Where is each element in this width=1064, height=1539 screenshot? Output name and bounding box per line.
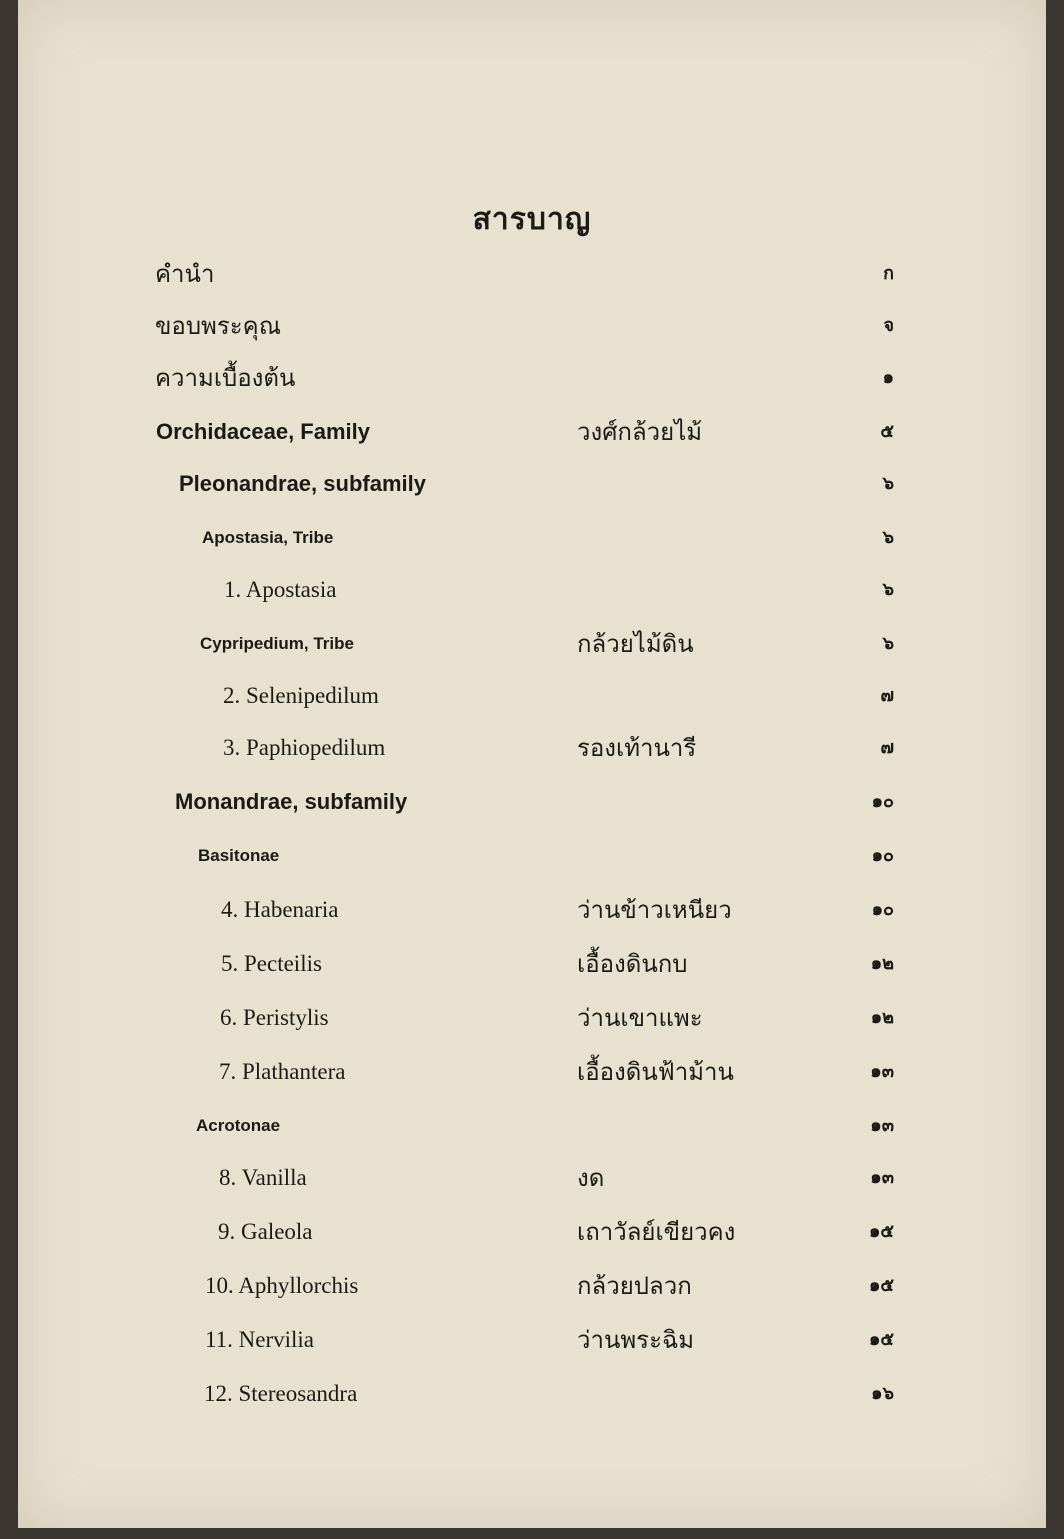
- toc-entry-label: 2. Selenipedilum: [223, 683, 379, 708]
- toc-entry-page-number: ๗: [880, 685, 894, 706]
- toc-entry-thai-name: กล้วยไม้ดิน: [577, 630, 694, 658]
- toc-entry-thai-name: ว่านพระฉิม: [577, 1326, 695, 1354]
- toc-entry-foreword: [0, 254, 1064, 294]
- toc-entry-genus: [0, 1374, 1064, 1414]
- toc-entry-label: Apostasia, Tribe: [202, 528, 334, 547]
- toc-entry-section: [0, 836, 1064, 876]
- toc-entry-genus: [0, 1212, 1064, 1252]
- toc-entry-label: Basitonae: [198, 846, 280, 865]
- toc-entry-label: Monandrae, subfamily: [175, 789, 408, 814]
- toc-entry-genus: [0, 890, 1064, 930]
- toc-entry-thai-name: ว่านข้าวเหนียว: [577, 896, 732, 924]
- toc-entry-page-number: ก: [883, 263, 894, 284]
- toc-entry-page-number: ๑๒: [870, 1007, 894, 1028]
- toc-entry-page-number: ๑๓: [870, 1061, 894, 1082]
- toc-entry-genus: [0, 570, 1064, 610]
- toc-entry-label: 4. Habenaria: [221, 897, 339, 922]
- toc-entry-page-number: ๖: [882, 633, 894, 654]
- toc-entry-tribe: [0, 624, 1064, 664]
- toc-entry-page-number: ๑๒: [870, 953, 894, 974]
- toc-entry-page-number: ๖: [882, 473, 894, 494]
- toc-entry-page-number: จ: [883, 315, 894, 336]
- toc-entry-page-number: ๑๕: [868, 1221, 894, 1242]
- toc-entry-thai-name: ว่านเขาแพะ: [577, 1004, 703, 1032]
- toc-entry-genus: [0, 1320, 1064, 1360]
- toc-entry-page-number: ๖: [882, 527, 894, 548]
- toc-entry-tribe: [0, 518, 1064, 558]
- toc-entry-label: 7. Plathantera: [219, 1059, 346, 1084]
- toc-entry-label: 12. Stereosandra: [204, 1381, 358, 1406]
- toc-entry-label: 10. Aphyllorchis: [205, 1273, 359, 1298]
- toc-entry-label: 6. Peristylis: [220, 1005, 329, 1030]
- toc-entry-page-number: ๑๕: [868, 1329, 894, 1350]
- toc-entry-label: Cypripedium, Tribe: [200, 634, 354, 653]
- toc-entry-genus: [0, 676, 1064, 716]
- toc-entry-label: 8. Vanilla: [219, 1165, 307, 1190]
- toc-entry-subfamily: [0, 782, 1064, 822]
- toc-entry-thai-name: รองเท้านารี: [577, 734, 697, 762]
- toc-entry-page-number: ๕: [880, 421, 894, 442]
- toc-entry-page-number: ๑๖: [871, 1383, 894, 1404]
- toc-entry-genus: [0, 1158, 1064, 1198]
- toc-entry-label: Acrotonae: [196, 1116, 281, 1135]
- toc-entry-thai-name: วงศ์กล้วยไม้: [577, 418, 703, 446]
- page-title: สารบาญ: [472, 202, 592, 237]
- toc-entry-section: [0, 1106, 1064, 1146]
- toc-entry-label: 9. Galeola: [218, 1219, 313, 1244]
- toc-entry-thai-name: เถาวัลย์เขียวคง: [577, 1218, 736, 1246]
- toc-entry-page-number: ๑๓: [870, 1167, 894, 1188]
- toc-entry-genus: [0, 998, 1064, 1038]
- toc-entry-page-number: ๗: [880, 737, 894, 758]
- toc-entry-label: Orchidaceae, Family: [156, 419, 370, 444]
- toc-entry-family: [0, 412, 1064, 452]
- toc-entry-genus: [0, 944, 1064, 984]
- toc-entry-label: Pleonandrae, subfamily: [179, 471, 426, 496]
- toc-entry-genus: [0, 728, 1064, 768]
- toc-entry-label: ความเบื้องต้น: [155, 364, 296, 392]
- toc-entry-label: ขอบพระคุณ: [155, 312, 281, 340]
- toc-entry-genus: [0, 1266, 1064, 1306]
- toc-entry-thai-name: เอื้องดินกบ: [577, 950, 688, 978]
- toc-entry-page-number: ๑๐: [871, 791, 894, 812]
- toc-entry-page-number: ๑๕: [868, 1275, 894, 1296]
- toc-entry-label: 3. Paphiopedilum: [223, 735, 386, 760]
- toc-entry-acknowledgement: [0, 306, 1064, 346]
- toc-entry-page-number: ๖: [882, 579, 894, 600]
- toc-entry-thai-name: งด: [577, 1164, 605, 1192]
- toc-entry-page-number: ๑๐: [871, 899, 894, 920]
- toc-entry-label: 1. Apostasia: [224, 577, 337, 602]
- toc-entry-genus: [0, 1052, 1064, 1092]
- toc-entry-label: คำนำ: [155, 260, 215, 288]
- toc-entry-page-number: ๑๐: [871, 845, 894, 866]
- toc-entry-introduction: [0, 358, 1064, 398]
- toc-entry-page-number: ๑: [882, 367, 894, 388]
- toc-entry-thai-name: กล้วยปลวก: [577, 1272, 692, 1300]
- toc-entry-thai-name: เอื้องดินฟ้าม้าน: [577, 1058, 734, 1086]
- toc-entry-subfamily: [0, 464, 1064, 504]
- toc-entry-label: 11. Nervilia: [205, 1327, 315, 1352]
- toc-entry-page-number: ๑๓: [870, 1115, 894, 1136]
- toc-entry-label: 5. Pecteilis: [221, 951, 322, 976]
